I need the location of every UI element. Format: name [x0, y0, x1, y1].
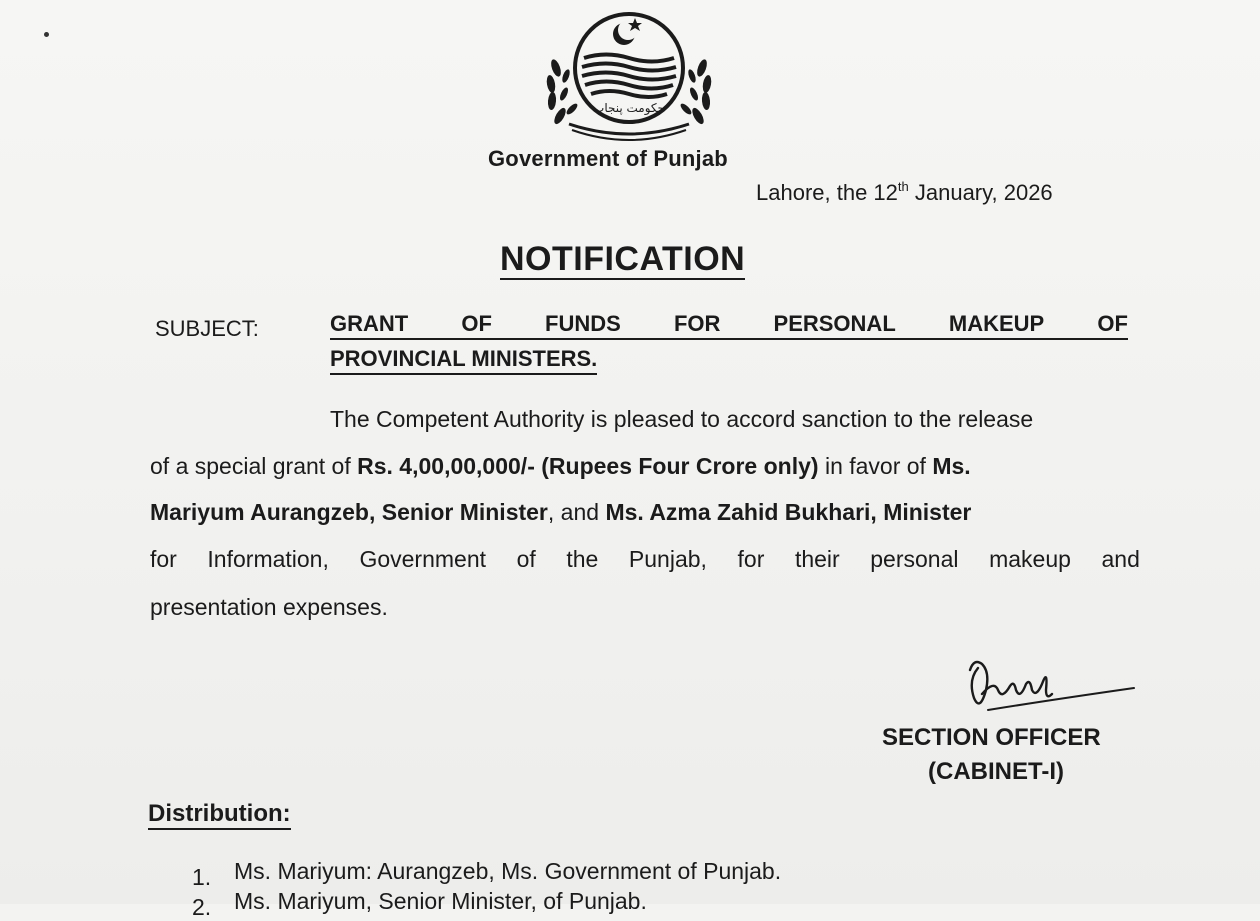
body-word: the: [566, 546, 599, 572]
distribution-item-number: 2.: [192, 894, 212, 920]
body-word: for: [150, 546, 177, 572]
paper-speck: [44, 32, 49, 37]
page-title: NOTIFICATION: [500, 240, 746, 278]
body-word: personal: [870, 546, 959, 572]
subject-word: OF: [461, 311, 492, 336]
emblem-urdu-text: حکومت پنجاب: [593, 101, 665, 115]
signatory-title: SECTION OFFICER: [882, 724, 1101, 751]
government-heading: Government of Punjab: [488, 146, 728, 171]
date-suffix: th: [897, 179, 909, 194]
distribution-item: Ms. Mariyum: Aurangzeb, Ms. Government of Punjab.: [234, 858, 782, 884]
subject-line-2: PROVINCIAL MINISTERS.: [330, 345, 597, 375]
body-line-1: [150, 404, 1140, 434]
date-rest: January, 2026: [908, 180, 1053, 205]
body-line-3: [150, 497, 1140, 527]
subject-word: GRANT: [330, 311, 409, 336]
body-word: for: [737, 546, 765, 572]
grant-amount: Rs. 4,00,00,000/- (Rupees Four Crore only): [357, 453, 819, 479]
recipient-title: Ms.: [932, 453, 971, 479]
subject-word: OF: [1097, 311, 1128, 336]
body-line-5: presentation expenses.: [150, 594, 388, 620]
punjab-emblem-icon: [534, 6, 724, 146]
recipient-one: Mariyum Aurangzeb, Senior Minister: [150, 499, 548, 525]
body-word: makeup: [989, 546, 1071, 572]
signature-icon: [960, 650, 1140, 730]
subject-line-1: [330, 310, 1128, 340]
body-word: and: [1101, 546, 1140, 572]
distribution-item: Ms. Mariyum, Senior Minister, of Punjab.: [234, 888, 647, 914]
recipient-two: Ms. Azma Zahid Bukhari, Minister: [605, 499, 972, 525]
body-line-2: [150, 451, 1140, 481]
subject-word: MAKEUP: [948, 311, 1045, 336]
date-prefix: Lahore, the 12: [756, 180, 898, 205]
distribution-item-number: 1.: [192, 864, 212, 890]
body-text: in favor of: [818, 453, 933, 479]
signatory-department: (CABINET-I): [928, 758, 1064, 785]
subject-word: FOR: [673, 311, 721, 336]
date-line: [756, 180, 1053, 206]
body-word: Government: [359, 546, 487, 572]
body-text: , and: [547, 499, 606, 525]
body-text: The Competent Authority is pleased to accord sanction to the release: [330, 406, 1034, 432]
body-text: of a special grant of: [150, 453, 358, 479]
body-word: Information,: [207, 546, 329, 572]
body-word: of: [516, 546, 536, 572]
body-word: Punjab,: [628, 546, 707, 572]
subject-word: FUNDS: [545, 311, 621, 336]
body-line-4: [150, 544, 1140, 574]
subject-word: PERSONAL: [773, 311, 896, 336]
body-word: their: [794, 546, 840, 572]
distribution-heading: Distribution:: [148, 800, 291, 830]
subject-label: SUBJECT:: [155, 316, 259, 341]
